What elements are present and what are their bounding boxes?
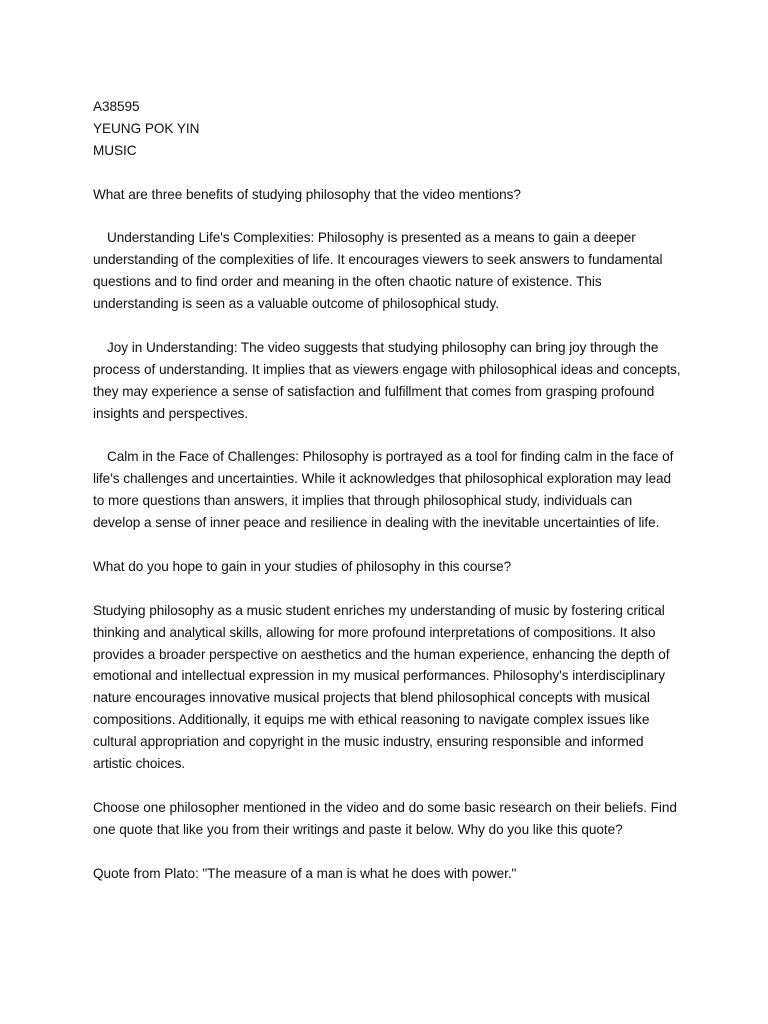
- student-id: A38595: [93, 99, 140, 114]
- answer-hope: Studying philosophy as a music student enriches my understanding of music by fostering critical thinking and analytical skills, allowing for more profound interpretations of compositions. It also provides a broader perspective on aesthetics and the human experience, enhancing the depth of emotional and intellectual expression in my musical performances. Philosophy's interdisciplinary nature encourages innovative musical projects that blend philosophical concepts with musical compositions. Additionally, it equips me with ethical reasoning to navigate complex issues like cultural appropriation and copyright in the music industry, ensuring responsible and informed artistic choices.: [93, 602, 670, 772]
- answer-benefit-1: Understanding Life's Complexities: Philosophy is presented as a means to gain a deeper understanding of the complexities of life. It encourages viewers to seek answers to fundamental questions and to find order and meaning in the often chaotic nature of existence. This understanding is seen as a valuable outcome of philosophical study.: [93, 230, 663, 312]
- student-header: [93, 96, 683, 162]
- subject: MUSIC: [93, 142, 137, 158]
- question-2: What do you hope to gain in your studies of philosophy in this course?: [93, 558, 512, 574]
- answer-benefit-2: Joy in Understanding: The video suggests that studying philosophy can bring joy through the process of understanding. It implies that as viewers engage with philosophical ideas and concepts, they may experience a sense of satisfaction and fulfillment that comes from grasping profound insights and perspectives.: [93, 339, 681, 421]
- student-name: YEUNG POK YIN: [93, 120, 200, 136]
- document-body: [93, 96, 683, 906]
- answer-benefit-3: Calm in the Face of Challenges: Philosophy is portrayed as a tool for finding calm in the face of life's challenges and uncertainties. While it acknowledges that philosophical exploration may lead to more questions than answers, it implies that through philosophical study, individuals can develop a sense of inner peace and resilience in dealing with the inevitable uncertainties of life.: [93, 449, 674, 531]
- answer-quote: Quote from Plato: "The measure of a man is what he does with power.": [93, 865, 517, 881]
- question-1: What are three benefits of studying philosophy that the video mentions?: [93, 186, 521, 202]
- question-3: Choose one philosopher mentioned in the video and do some basic research on their beliefs. Find one quote that like you from their writings and paste it below. Why do you like this quote?: [93, 799, 677, 837]
